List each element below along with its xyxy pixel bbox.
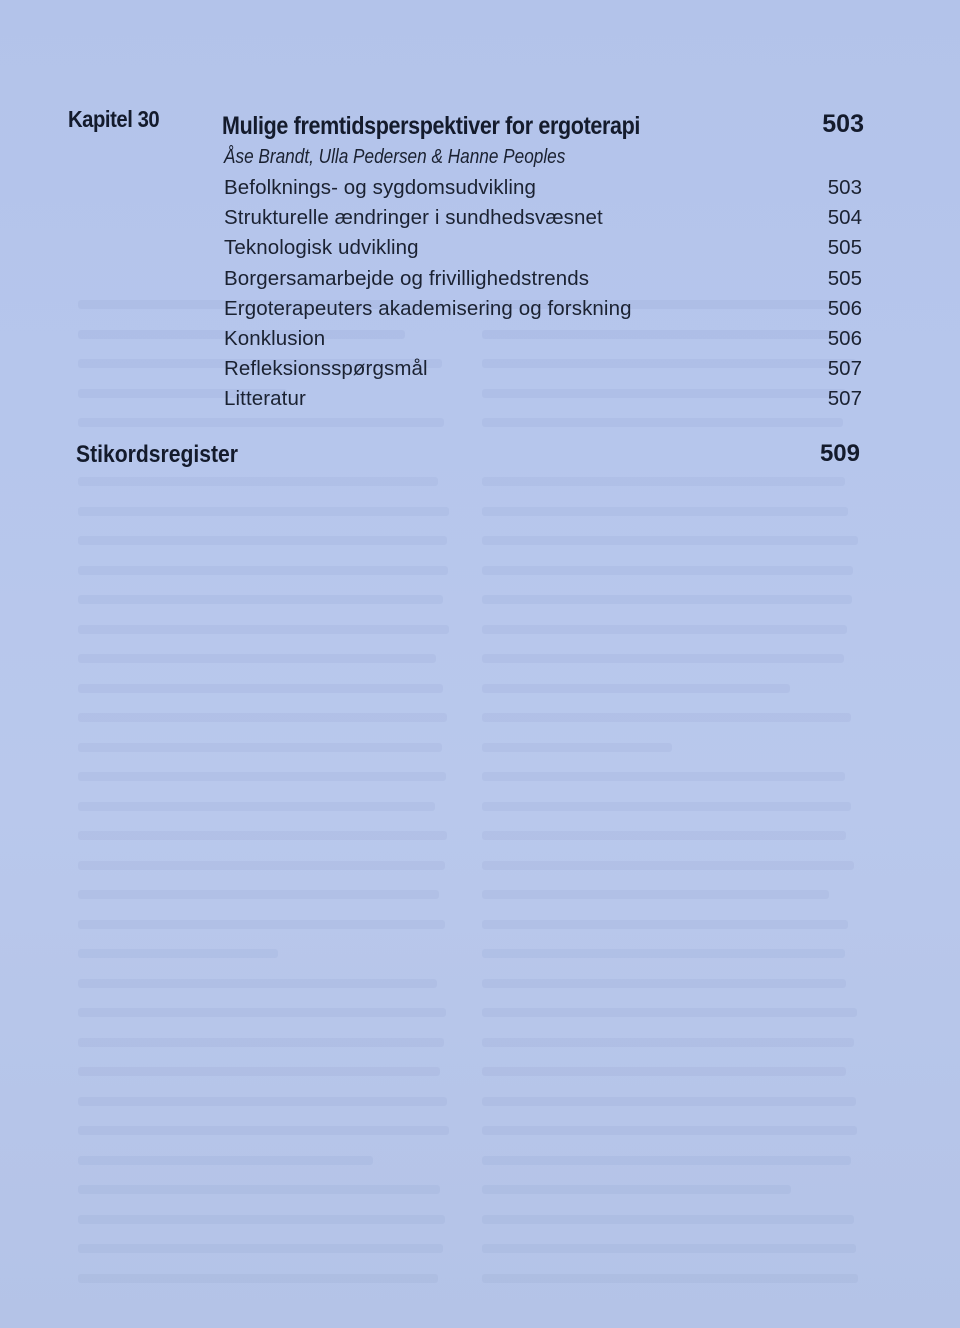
chapter-label: Kapitel 30: [68, 106, 160, 132]
bleed-line: [482, 477, 845, 486]
bleed-line: [482, 1126, 857, 1135]
bleed-line: [482, 802, 851, 811]
bleed-line: [78, 1008, 446, 1017]
toc-entry-page: 505: [827, 236, 862, 260]
chapter-authors: Åse Brandt, Ulla Pedersen & Hanne Peoples: [224, 146, 566, 168]
bleed-line: [78, 772, 446, 781]
bleed-line: [78, 566, 448, 575]
toc-entry-page: 503: [827, 176, 862, 199]
bleed-line: [482, 1067, 846, 1076]
toc-entry: [0, 174, 960, 204]
index-page-number: 509: [819, 440, 860, 467]
bleed-line: [78, 1185, 440, 1194]
index-label: Stikordsregister: [76, 441, 238, 468]
bleed-line: [482, 1185, 791, 1194]
toc-entry-title: Befolknings- og sygdomsudvikling: [224, 176, 537, 199]
bleed-line: [482, 684, 790, 693]
bleed-line: [482, 654, 844, 663]
bleed-line: [482, 1097, 856, 1106]
bleed-line: [482, 1156, 851, 1165]
toc-entry: [0, 355, 960, 385]
bleed-line: [482, 979, 846, 988]
bleed-line: [482, 949, 845, 958]
chapter-title: Mulige fremtidsperspektiver for ergoterapi: [222, 112, 641, 140]
bleed-line: [78, 861, 445, 870]
toc-entry: [0, 325, 960, 355]
toc-entry-title: Refleksionsspørgsmål: [224, 357, 428, 381]
toc-entry: [0, 385, 960, 415]
toc-entry-title: Ergoterapeuters akademisering og forskning: [224, 296, 632, 320]
bleed-line: [482, 1038, 854, 1047]
bleed-line: [78, 1244, 443, 1253]
bleed-line: [78, 477, 438, 486]
bleed-line: [78, 920, 445, 929]
bleed-line: [482, 1274, 858, 1283]
toc-entry: [0, 295, 960, 325]
bleed-line: [78, 949, 278, 958]
bleed-line: [482, 566, 853, 575]
section-list: [0, 174, 960, 416]
bleed-line: [482, 1008, 857, 1017]
bleed-line: [78, 831, 447, 840]
toc-entry-page: 505: [827, 266, 862, 290]
bleed-line: [482, 536, 858, 545]
toc-entry-title: Litteratur: [224, 387, 306, 411]
toc-entry-title: Borgersamarbejde og frivillighedstrends: [224, 266, 590, 290]
toc-entry: [0, 204, 960, 234]
bleed-line: [78, 1126, 449, 1135]
bleed-line: [482, 507, 848, 516]
bleed-line: [482, 743, 672, 752]
bleed-line: [482, 920, 848, 929]
bleed-line: [482, 713, 851, 722]
toc-entry: [0, 265, 960, 295]
bleed-line: [78, 418, 444, 427]
bleed-line: [78, 1274, 438, 1283]
bleed-line: [78, 1038, 444, 1047]
chapter-page-number: 503: [822, 110, 864, 138]
bleed-line: [482, 861, 854, 870]
toc-entry-page: 506: [827, 296, 862, 320]
bleed-line: [482, 1244, 856, 1253]
bleed-line: [482, 418, 843, 427]
toc-entry-page: 504: [827, 206, 862, 230]
toc-entry-title: Konklusion: [224, 326, 326, 350]
bleed-line: [78, 802, 435, 811]
bleed-line: [78, 625, 449, 634]
bleed-line: [78, 595, 443, 604]
toc-entry-page: 507: [827, 357, 862, 381]
bleed-line: [78, 743, 442, 752]
bleed-line: [78, 1156, 373, 1165]
bleed-line: [482, 595, 852, 604]
bleed-line: [78, 536, 447, 545]
bleed-line: [78, 1215, 445, 1224]
bleed-line: [482, 831, 846, 840]
bleed-line: [482, 890, 829, 899]
bleed-line: [78, 890, 439, 899]
bleed-line: [78, 654, 436, 663]
toc-entry-title: Strukturelle ændringer i sundhedsvæsnet: [224, 206, 603, 230]
toc-entry: [0, 234, 960, 264]
toc-entry-page: 507: [827, 387, 862, 411]
toc-entry-page: 506: [827, 326, 862, 350]
bleed-line: [482, 1215, 854, 1224]
bleed-line: [482, 772, 845, 781]
bleed-line: [78, 684, 443, 693]
bleed-line: [78, 1067, 440, 1076]
bleed-line: [78, 507, 449, 516]
bleed-line: [78, 979, 437, 988]
bleed-line: [78, 1097, 447, 1106]
toc-entry-title: Teknologisk udvikling: [224, 236, 419, 260]
bleed-line: [78, 713, 447, 722]
bleed-line: [482, 625, 847, 634]
